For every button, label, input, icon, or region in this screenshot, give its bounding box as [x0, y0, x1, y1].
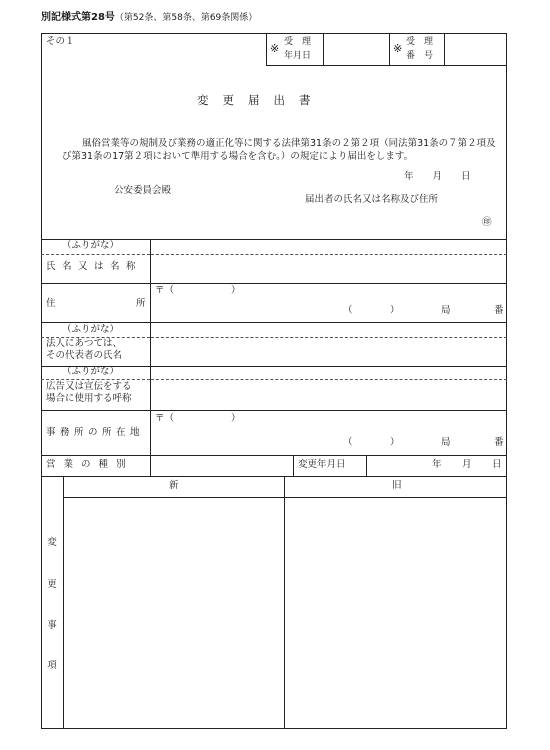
change-items-label-char: 項	[47, 660, 57, 671]
address-label-end: 所	[136, 298, 146, 309]
change-date-label: 変更年月日	[298, 459, 346, 470]
header-divider	[323, 33, 324, 65]
row-line	[41, 322, 507, 323]
header-bottom-line	[266, 65, 507, 66]
submission-date: 年 月 日	[404, 171, 471, 182]
column-line	[366, 455, 367, 476]
form-related-articles: （第52条、第58条、第69条関係）	[114, 13, 258, 23]
ad-furigana-label: （ふりがな）	[62, 366, 120, 377]
office-phone-number-suffix: 番	[494, 437, 504, 448]
office-postal: 〒（ ）	[155, 413, 241, 424]
furigana-separator	[151, 337, 507, 338]
received-date-label: 年月日	[284, 51, 312, 61]
document-body-text: 風俗営業等の規制及び業務の適正化等に関する法律第31条の２第２項（同法第31条の７第２項及び第31条の17第２項において準用する場合を含む。）の規定により届出をします。	[62, 138, 496, 162]
form-caption	[41, 8, 257, 23]
label-column-line	[150, 239, 151, 476]
furigana-separator	[151, 254, 507, 255]
form-number: 別記様式第28号	[41, 12, 115, 23]
old-column-header: 旧	[392, 480, 402, 491]
row-line	[63, 497, 507, 498]
change-year: 年	[432, 459, 442, 470]
new-column-header: 新	[169, 480, 179, 491]
address-label-start: 住	[46, 298, 56, 309]
office-phone-station: 局	[441, 437, 451, 448]
column-line	[284, 476, 285, 729]
office-phone-close: ）	[390, 437, 400, 448]
rep-label-line1: 法人にあつては、	[46, 338, 123, 349]
furigana-separator	[41, 379, 150, 380]
change-items-label-char: 事	[47, 620, 57, 631]
office-label: 事務所の所在地	[46, 427, 145, 438]
office-phone-open: （	[343, 437, 353, 448]
change-items-label-char: 更	[47, 579, 57, 590]
rep-label-line2: その代表者の氏名	[46, 350, 123, 361]
seal-mark: ㊞	[482, 217, 492, 228]
furigana-separator	[151, 379, 507, 380]
business-type-label: 営業の種別	[46, 459, 134, 470]
received-number-label: 受 理	[406, 37, 434, 47]
addressee: 公安委員会殿	[114, 185, 172, 196]
row-line	[41, 455, 507, 456]
column-line	[63, 476, 64, 729]
document-title: 変更届出書	[197, 93, 325, 107]
header-divider	[389, 33, 390, 65]
phone-close: ）	[390, 305, 400, 316]
change-day: 日	[492, 459, 502, 470]
received-number-label: 番 号	[406, 51, 434, 61]
name-label: 氏名又は名称	[46, 261, 143, 272]
header-divider	[444, 33, 445, 65]
column-line	[293, 455, 294, 476]
received-date-label: 受 理	[284, 37, 312, 47]
phone-open: （	[343, 305, 353, 316]
office-use-mark: ※	[270, 42, 280, 55]
address-postal: 〒（ ）	[155, 285, 241, 296]
change-items-label-char: 変	[47, 537, 57, 548]
change-month: 月	[462, 459, 472, 470]
header-divider	[266, 33, 267, 65]
furigana-separator	[41, 254, 150, 255]
phone-station: 局	[441, 305, 451, 316]
phone-number-suffix: 番	[494, 305, 504, 316]
ad-label-line1: 広告又は宣伝をする	[46, 381, 132, 392]
rep-furigana-label: （ふりがな）	[62, 324, 120, 335]
ad-label-line2: 場合に使用する呼称	[46, 393, 132, 404]
part-label: その１	[46, 36, 75, 47]
applicant-label: 届出者の氏名又は名称及び住所	[305, 194, 439, 205]
office-use-mark: ※	[393, 42, 403, 55]
name-furigana-label: （ふりがな）	[62, 240, 120, 251]
row-line	[41, 476, 507, 477]
row-line	[41, 283, 507, 284]
row-line	[41, 410, 507, 411]
